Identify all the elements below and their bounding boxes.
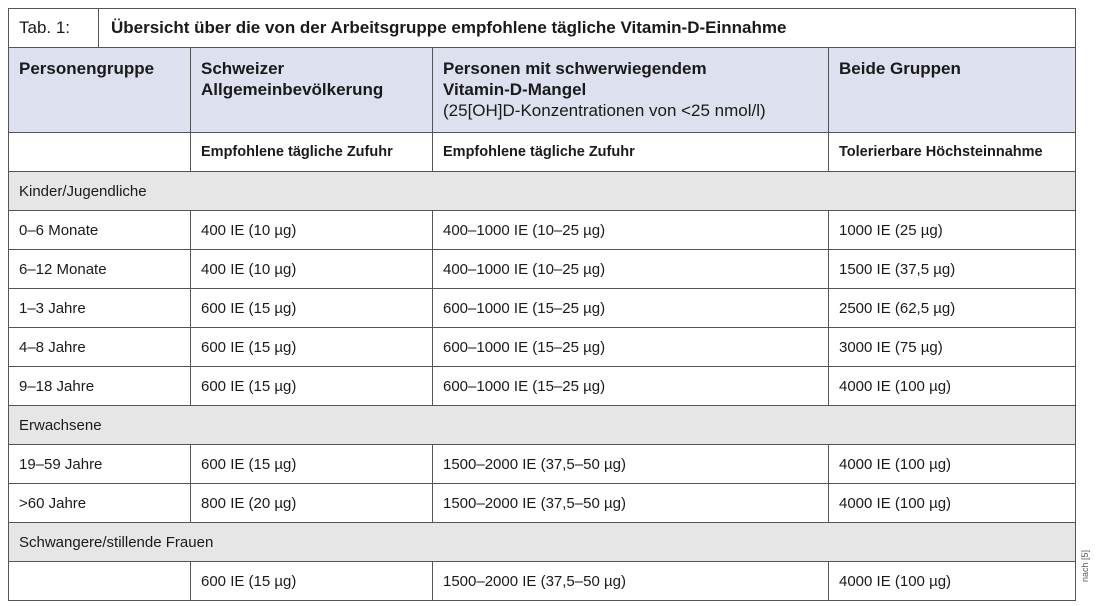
table-row bbox=[9, 367, 1075, 406]
header-vitamin-d-mangel-label: Personen mit schwerwiegendem Vitamin-D-Mangel bbox=[443, 59, 707, 99]
subheader-row bbox=[9, 133, 1075, 172]
cell-personengruppe: >60 Jahre bbox=[9, 484, 191, 522]
header-personengruppe bbox=[9, 48, 191, 132]
cell-hoechsteinnahme: 4000 IE (100 µg) bbox=[839, 377, 952, 395]
table-row bbox=[9, 250, 1075, 289]
group-row bbox=[9, 523, 1075, 562]
cell-personengruppe: 4–8 Jahre bbox=[9, 328, 191, 366]
cell-hoechsteinnahme: 4000 IE (100 µg) bbox=[839, 455, 952, 473]
cell-hoechsteinnahme: 1000 IE (25 µg) bbox=[839, 221, 943, 239]
subheader-col1 bbox=[9, 133, 191, 171]
cell-vitamin-d-mangel: 1500–2000 IE (37,5–50 µg) bbox=[433, 562, 829, 600]
cell-allgemeinbevoelkerung: 600 IE (15 µg) bbox=[191, 367, 433, 405]
table-row bbox=[9, 289, 1075, 328]
header-allgemeinbevoelkerung-label: Schweizer Allgemeinbevölkerung bbox=[201, 59, 384, 99]
vitamin-d-table bbox=[8, 8, 1076, 601]
table-row bbox=[9, 328, 1075, 367]
group-label: Schwangere/stillende Frauen bbox=[19, 533, 214, 551]
header-beide-gruppen-label: Beide Gruppen bbox=[839, 59, 961, 78]
cell-allgemeinbevoelkerung: 600 IE (15 µg) bbox=[191, 328, 433, 366]
table-row bbox=[9, 211, 1075, 250]
cell-personengruppe: 19–59 Jahre bbox=[9, 445, 191, 483]
table-row bbox=[9, 484, 1075, 523]
group-row bbox=[9, 172, 1075, 211]
cell-allgemeinbevoelkerung: 600 IE (15 µg) bbox=[191, 562, 433, 600]
cell-allgemeinbevoelkerung: 800 IE (20 µg) bbox=[191, 484, 433, 522]
table-row bbox=[9, 445, 1075, 484]
source-note: nach [5] bbox=[1080, 550, 1090, 583]
cell-personengruppe: 1–3 Jahre bbox=[9, 289, 191, 327]
cell-personengruppe: 6–12 Monate bbox=[9, 250, 191, 288]
table-body bbox=[9, 172, 1075, 601]
header-vitamin-d-mangel-sub: (25[OH]D-Konzentrationen von <25 nmol/l) bbox=[443, 101, 766, 120]
subheader-col3: Empfohlene tägliche Zufuhr bbox=[433, 133, 829, 171]
cell-vitamin-d-mangel: 600–1000 IE (15–25 µg) bbox=[433, 367, 829, 405]
cell-hoechsteinnahme: 1500 IE (37,5 µg) bbox=[839, 260, 956, 278]
cell-vitamin-d-mangel: 1500–2000 IE (37,5–50 µg) bbox=[433, 484, 829, 522]
cell-allgemeinbevoelkerung: 600 IE (15 µg) bbox=[191, 445, 433, 483]
group-row bbox=[9, 406, 1075, 445]
cell-hoechsteinnahme: 4000 IE (100 µg) bbox=[839, 572, 952, 590]
cell-personengruppe: 0–6 Monate bbox=[9, 211, 191, 249]
header-personengruppe-label: Personengruppe bbox=[19, 59, 155, 78]
subheader-col4: Tolerierbare Höchsteinnahme bbox=[839, 144, 1043, 160]
cell-hoechsteinnahme: 4000 IE (100 µg) bbox=[839, 494, 952, 512]
cell-vitamin-d-mangel: 400–1000 IE (10–25 µg) bbox=[433, 211, 829, 249]
cell-vitamin-d-mangel: 600–1000 IE (15–25 µg) bbox=[433, 328, 829, 366]
cell-personengruppe bbox=[9, 562, 191, 600]
table-row bbox=[9, 562, 1075, 601]
group-label: Kinder/Jugendliche bbox=[19, 182, 147, 200]
table-title-row bbox=[9, 9, 1075, 48]
cell-vitamin-d-mangel: 1500–2000 IE (37,5–50 µg) bbox=[433, 445, 829, 483]
header-vitamin-d-mangel bbox=[433, 48, 829, 132]
table-title: Übersicht über die von der Arbeitsgruppe empfohlene tägliche Vitamin-D-Einnahme bbox=[111, 18, 787, 37]
cell-allgemeinbevoelkerung: 400 IE (10 µg) bbox=[191, 211, 433, 249]
table-number: Tab. 1: bbox=[9, 9, 99, 47]
cell-vitamin-d-mangel: 400–1000 IE (10–25 µg) bbox=[433, 250, 829, 288]
header-beide-gruppen bbox=[829, 48, 1075, 132]
cell-personengruppe: 9–18 Jahre bbox=[9, 367, 191, 405]
subheader-col2: Empfohlene tägliche Zufuhr bbox=[191, 133, 433, 171]
header-allgemeinbevoelkerung bbox=[191, 48, 433, 132]
column-header-row bbox=[9, 48, 1075, 133]
cell-hoechsteinnahme: 3000 IE (75 µg) bbox=[839, 338, 943, 356]
cell-allgemeinbevoelkerung: 600 IE (15 µg) bbox=[191, 289, 433, 327]
group-label: Erwachsene bbox=[19, 416, 102, 434]
cell-vitamin-d-mangel: 600–1000 IE (15–25 µg) bbox=[433, 289, 829, 327]
cell-hoechsteinnahme: 2500 IE (62,5 µg) bbox=[839, 299, 956, 317]
cell-allgemeinbevoelkerung: 400 IE (10 µg) bbox=[191, 250, 433, 288]
